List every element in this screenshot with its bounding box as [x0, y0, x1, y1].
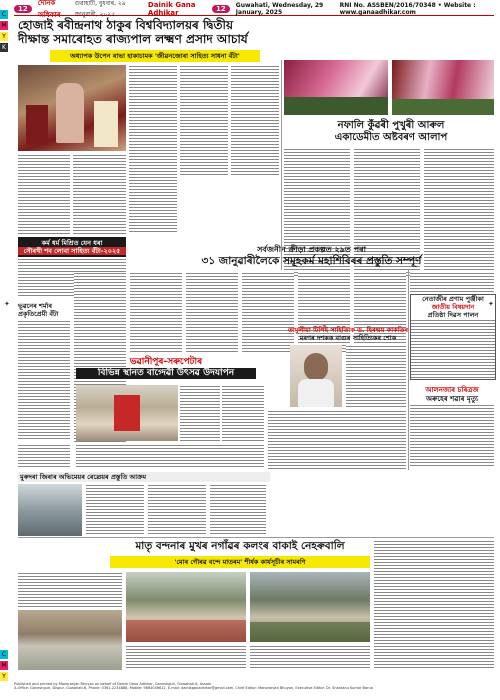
bottom-main-text-right	[374, 540, 494, 670]
right-mid-headline	[411, 295, 495, 319]
bottom-main-text-mid	[126, 645, 246, 670]
right-low-text	[410, 404, 494, 468]
right-mid-top-text	[410, 272, 494, 292]
nakhali-headline-line2: একাডেমীত অষ্টবৰণ আলাপ	[334, 132, 448, 143]
left-small-headline-line1: ভূৱনেৰ শৰ্মাৰ	[18, 302, 53, 310]
date-english: Guwahati, Wednesday, 29 January, 2025	[235, 2, 324, 16]
nakhali-photo-2	[392, 60, 494, 115]
portrait-headline-line1: তামুলীয়া টিপিঁই সাহিত্যিক ড. হিৰন্ময় কাকতিৰ	[287, 326, 409, 334]
bottom-main-photo-2	[126, 572, 246, 642]
portrait-text-below	[268, 410, 406, 470]
sarbajanin-headline	[134, 245, 489, 268]
ornament-right-icon: ✦	[488, 300, 494, 308]
krishna-headline-line2: বিভিন্ন স্থানত বাগ্দেৱী উৎসৱ উদযাপন	[76, 368, 256, 379]
cmyk-y: Y	[0, 32, 8, 41]
cmyk-k: K	[0, 43, 8, 52]
sarbajanin-headline-line1: সৰ্বজনীন ক্ৰীড়া প্ৰকল্পত ২৯ত পৰা	[257, 245, 366, 254]
sarbajanin-text-col2	[186, 272, 238, 352]
portrait-headline-line2: মৰণৰ দশকক বাগুৰ সাহিত্যিকৰ শোক	[299, 334, 397, 342]
nakhali-headline	[296, 120, 486, 144]
krishna-photo	[76, 385, 178, 441]
page-badge: 12	[212, 5, 230, 13]
portrait-headline	[268, 326, 428, 342]
right-mid-box	[410, 294, 496, 380]
right-mid-text	[411, 319, 495, 379]
cmyk-marks-top	[0, 10, 8, 54]
cmyk-marks-bottom	[0, 650, 8, 683]
page-footer	[14, 682, 494, 690]
portrait-text-right	[346, 345, 406, 407]
bottom-main-headline: মাতৃ বন্দনাৰ মুখৰ নগাঁৱৰ কলংৰ বাকাই নেহৰুবালি	[135, 540, 345, 552]
date-assamese: গুৱাহাটী, বুধবাৰ, ২৯ জানুৱাৰী, ২০২৫	[74, 0, 126, 18]
bottom-main-photo-3	[250, 572, 370, 642]
sarbajanin-headline-line2: ৩১ জানুৱাৰীলৈকে সমূহকৰ্ম মহাশিবিৰৰ প্ৰস্তুতি সম্পূৰ্ণ	[201, 255, 422, 267]
bottom-main-text-mid2	[250, 645, 370, 670]
karbi-headline-line1: কৰ্ম ধৰ্ম মিশ্ৰিত যেন ধৰা	[41, 239, 103, 247]
krishna-text-col2	[222, 385, 264, 441]
footer-line1: Published and printed by Manoranjan Bhuyan on behalf of Dainik Gana Adhikar, Ganeshguri, Guwahati-6, Assam	[14, 682, 212, 686]
right-low-headline-line1: আলনজাৰ চৰিত্ৰজ	[425, 386, 479, 394]
masthead: দৈনিক অধিকাৰ	[37, 0, 61, 19]
right-mid-headline-line2: জাতীয় বিষয়দান	[431, 303, 475, 311]
bottom-left-text-col2	[148, 484, 206, 536]
left-small-headline-line2: প্ৰকৃতিপ্ৰেমী বঁটা	[18, 310, 59, 318]
ornament-left-icon: ✦	[4, 300, 10, 308]
right-mid-headline-line1: নেতাজীৰ প্ৰণাম পুঞ্জীকা	[422, 295, 484, 303]
left-small-headline	[18, 302, 70, 318]
paper-name: Dainik Gana Adhikar	[147, 1, 196, 17]
cmyk-m: M	[1, 22, 7, 29]
lead-headline	[18, 18, 273, 46]
bottom-left-text-col1	[86, 484, 144, 536]
lead-text-col5	[231, 65, 279, 175]
nakhali-headline-line1: নফালি কুঁৱৰী পুখুৰী আৰুল	[337, 120, 445, 131]
lead-text-col4	[180, 65, 228, 175]
page-number: 12	[14, 5, 32, 13]
lead-headline-line2: দীক্ষান্ত সমাৰোহত ৰাজ্যপাল লক্ষ্মণ প্ৰসাদ আচাৰ্য	[18, 32, 248, 46]
lead-photo	[18, 65, 126, 151]
cmyk-c: C	[1, 11, 7, 18]
lead-headline-line1: হোজাই ৰবীন্দ্ৰনাথ ঠাকুৰ বিশ্ববিদ্যালয়ৰ দ্বিতীয়	[18, 18, 234, 32]
karbi-headline-box	[18, 237, 126, 257]
karbi-headline-line2: সৌৰখী শব লোবা সাহিত্য বঁটা-২০২৫	[18, 247, 126, 255]
right-low-box	[410, 386, 494, 468]
bottom-left-headline: মুৰুদৰা জিৰাৰ অভিমেয়ৰ ৰেল্ৰেয়ৰ প্ৰস্তুতি আক্ৰম	[18, 472, 270, 482]
divider-v1	[281, 60, 282, 270]
krishna-headline	[76, 357, 256, 379]
right-low-headline	[410, 386, 494, 404]
bottom-left-photo	[18, 484, 82, 536]
footer-line2: A-Office: Ganeshguri, Dispur, Guwahati-6, Phone: 0361-2234888, Mobile: 9864046612, E-mail: dainikganadhikar@gmail.com, Chief Editor: Manoranjan Bhuyan, Executive Editor: Dr. Shantanu Kumar Barua	[14, 686, 373, 690]
lead-text-col3	[129, 65, 177, 234]
bottom-main-banner: 'মোৰ গৌৰৱ বন্দে মাতৰম' শীৰ্ষক কাৰ্যসূচীৰ সামৰণি	[110, 556, 370, 568]
bottom-main-photo-1	[18, 610, 122, 670]
krishna-text-col1	[180, 385, 220, 441]
cmyk-m-bottom: M	[1, 662, 7, 669]
left-lower-text	[18, 444, 70, 469]
right-mid-headline-line3: প্ৰতিষ্ঠা দিৱস পালন	[427, 311, 479, 319]
lead-text-col2	[73, 154, 126, 234]
lead-text-col1	[18, 154, 70, 234]
nakhali-photo-1	[284, 60, 388, 115]
krishna-text-below	[76, 444, 264, 469]
bottom-main-text-left	[18, 572, 122, 607]
page-header	[14, 0, 494, 19]
right-low-headline-line2: অৰুহেৰ শৱাৰ মৃত্যু	[425, 395, 479, 403]
left-small-text	[18, 320, 70, 440]
cmyk-y-bottom: Y	[0, 672, 8, 681]
rni-website: RNI No. ASSBEN/2016/70348 • Website : www.ganaadhikar.com	[339, 2, 476, 16]
bottom-left-text-col3	[210, 484, 266, 536]
cmyk-c-bottom: C	[1, 651, 7, 658]
divider-v2	[408, 270, 409, 470]
divider-h1	[18, 537, 494, 538]
krishna-headline-line1: ভৱানীপুৰ-সৰুপেটাৰ	[129, 357, 203, 367]
lead-banner: অধ্যাপক উপেন ৰাভা হাকাচামক 'জীৱনজোৰা সাহিত্য সাধনা বঁটা'	[50, 50, 260, 62]
sarbajanin-text-col1	[130, 272, 182, 352]
portrait-photo	[290, 345, 342, 407]
